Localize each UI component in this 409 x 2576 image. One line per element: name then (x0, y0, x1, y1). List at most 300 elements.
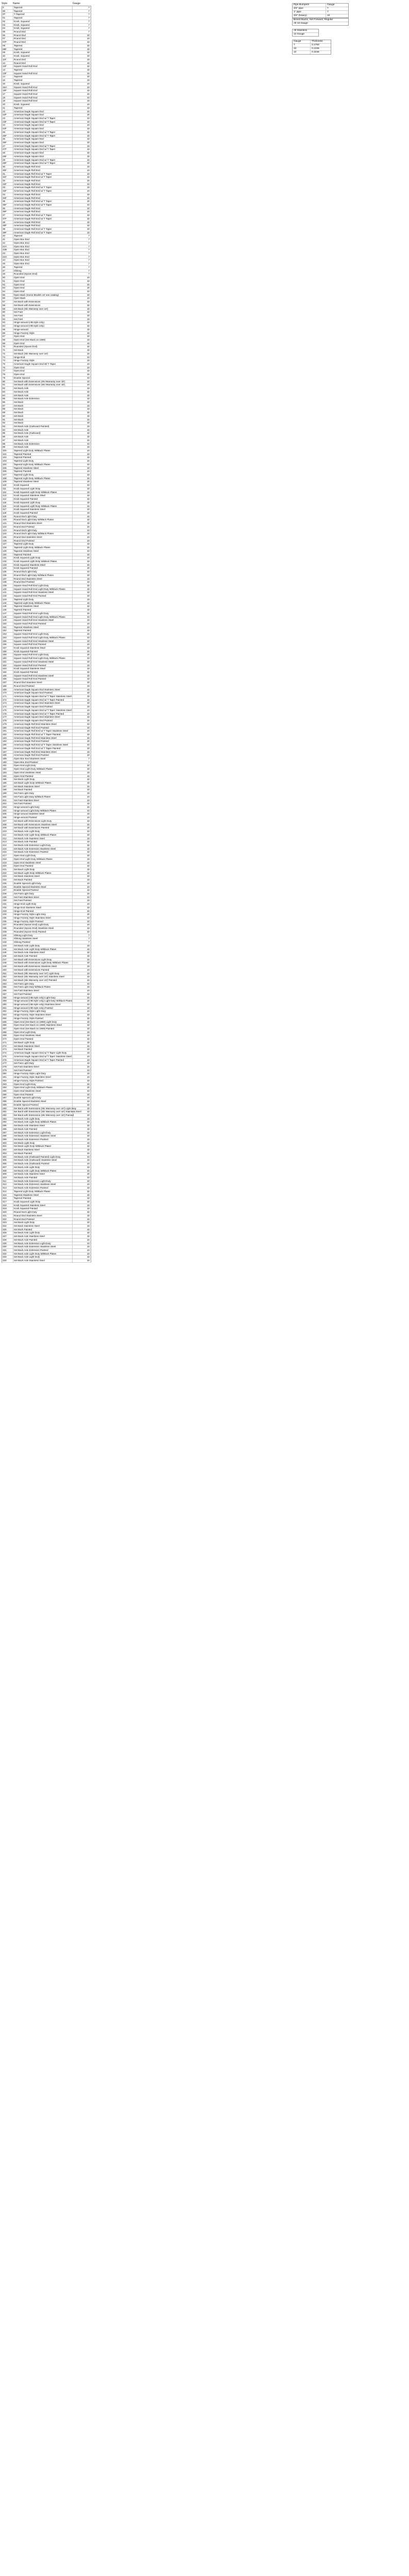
cell-name: Open End (13, 366, 73, 369)
cell-gauge: 7 (73, 238, 91, 241)
cell-style: 14 (2, 75, 13, 78)
cell-name: Open Box End (13, 238, 73, 241)
cell-style: 04 (2, 27, 13, 30)
pipe-bumpers-gauge-header: Gauge (326, 4, 348, 7)
cell-gauge: 10 (73, 297, 91, 300)
cell-name: Set Back Axle (Outboard) (13, 432, 73, 435)
cell-gauge: 10 (73, 311, 91, 314)
cell-name: American Eagle Roll End (13, 221, 73, 224)
table-row (2, 283, 91, 287)
cell-name: Set Back Axle (13, 429, 73, 432)
table-row (2, 913, 91, 917)
cell-style: 02 (2, 20, 13, 23)
cell-gauge: 10 (73, 795, 91, 799)
cell-name: Set Fast Light Duty (13, 982, 73, 986)
cell-style: 311 (2, 1180, 13, 1183)
cell-style: 279 (2, 1069, 13, 1072)
cell-gauge: 10 (73, 1225, 91, 1228)
cell-style: 144 (2, 602, 13, 605)
table-row (2, 927, 91, 930)
cell-style: 194 (2, 775, 13, 778)
cell-gauge: 10 (73, 515, 91, 518)
cell-name: Double Special Stainless Steel (13, 886, 73, 889)
table-row (2, 889, 91, 892)
cell-gauge: 10 (73, 858, 91, 861)
cell-gauge: 10 (73, 308, 91, 311)
table-row (2, 1083, 91, 1087)
cell-name: Round End (13, 62, 73, 65)
cell-name: Hinge Factory Style Light Duty (13, 1072, 73, 1075)
cell-style: 0 (2, 6, 13, 9)
table-row (2, 616, 91, 619)
cell-name: Square Hand Roll End Painted (13, 595, 73, 598)
table-row (2, 404, 91, 408)
cell-gauge: 10 (73, 1007, 91, 1010)
cell-name: T-Tapered (13, 13, 73, 16)
cell-style: 115 (2, 501, 13, 504)
cell-name: Set Back Axle Extension Stainless Steel (13, 1183, 73, 1186)
cell-name: Tapered Painted (13, 453, 73, 456)
table-row (2, 958, 91, 962)
cell-style: 21 (2, 107, 13, 110)
cell-style: 277 (2, 1062, 13, 1065)
cell-gauge: 10 (73, 501, 91, 504)
cell-gauge: 10 (73, 584, 91, 587)
cell-style: 259 (2, 999, 13, 1003)
cell-name: Set Back (13, 415, 73, 418)
cell-gauge: 10 (73, 1024, 91, 1027)
table-row (2, 304, 91, 308)
cell-style: 226 (2, 886, 13, 889)
table-row (2, 48, 91, 52)
cell-name: Hinge End Light Duty (13, 903, 73, 906)
cell-gauge: 10 (73, 179, 91, 182)
cell-gauge: 10 (73, 411, 91, 414)
cell-gauge: 10 (73, 335, 91, 338)
table-row (2, 910, 91, 913)
table-row (2, 494, 91, 498)
cell-style: 109 (2, 480, 13, 483)
table-row (2, 443, 91, 446)
cell-name: Square Hand Roll End Light Duty W/Black Plates (13, 588, 73, 591)
cell-gauge: 10 (73, 439, 91, 442)
cell-style: 10 (2, 55, 13, 58)
table-row (2, 930, 91, 934)
cell-style: 324 (2, 1225, 13, 1228)
cell-gauge: 10 (73, 432, 91, 435)
cell-gauge: 10 (73, 899, 91, 902)
cell-style: 320 (2, 1211, 13, 1214)
cell-gauge: 10 (73, 709, 91, 712)
cell-gauge: 10 (73, 972, 91, 975)
cell-name: Tapered Stainless Steel (13, 480, 73, 483)
cell-name: Hinge Factory Style Painted (13, 1079, 73, 1082)
cell-style: 69 (2, 342, 13, 345)
table-row (2, 872, 91, 875)
table-row (2, 286, 91, 290)
cell-name: American Eagle Roll End w/ T Taper (13, 231, 73, 234)
table-row (2, 159, 91, 162)
cell-name: American Eagle Square End w/ T Taper Painted (13, 699, 73, 702)
table-row (2, 383, 91, 387)
cell-gauge: 10 (73, 737, 91, 740)
cell-style: 23 (2, 117, 13, 120)
cell-name: Knob Squared Light Duty W/Black Plates (13, 491, 73, 494)
cell-style: 37F (2, 217, 13, 221)
cell-gauge: 10 (73, 65, 91, 68)
cell-gauge: 10 (73, 1166, 91, 1169)
table-row (2, 709, 91, 713)
panel-row (293, 44, 331, 47)
table-row (2, 197, 91, 200)
cell-name: Square Hand Roll End (13, 96, 73, 99)
cell-name: Square Hand Roll End (13, 86, 73, 89)
cell-style: 93 (2, 425, 13, 428)
cell-name: Round End Light Duty W/Black Plates (13, 574, 73, 577)
table-row (2, 121, 91, 124)
cell-gauge: 10 (73, 653, 91, 656)
cell-gauge: 10 (73, 522, 91, 525)
cell-style: 120 (2, 518, 13, 521)
cell-style: 243 (2, 944, 13, 947)
cell-name: Hinge Factory Style Stainless Steel (13, 917, 73, 920)
cell-style: 223 (2, 875, 13, 878)
cell-style: 167 (2, 681, 13, 684)
cell-style: 155 (2, 640, 13, 643)
cell-gauge: 10 (73, 421, 91, 425)
table-row (2, 473, 91, 477)
cell-name: Open End Painted (13, 1093, 73, 1096)
cell-name: Knob Squared Stainless Steel (13, 1204, 73, 1207)
cell-gauge: 10 (73, 809, 91, 812)
cell-style: 288 (2, 1100, 13, 1103)
cell-style: 128 (2, 546, 13, 549)
table-row (2, 207, 91, 211)
cell-name: Open Box End (13, 248, 73, 251)
cell-style: 285 (2, 1090, 13, 1093)
cell-gauge: 10 (73, 387, 91, 390)
cell-name: American Eagle Square End (13, 155, 73, 158)
table-row (2, 165, 91, 169)
cell-gauge: 10 (73, 363, 91, 366)
cell-style: 116 (2, 505, 13, 508)
cell-gauge: 10 (73, 574, 91, 577)
cell-style: 312 (2, 1183, 13, 1186)
cell-name: Set Back Axle Extension Stainless Steel (13, 1245, 73, 1248)
cell-gauge: 10 (73, 826, 91, 829)
cell-name: American Eagle Roll End w/ T Taper Stainless Steel (13, 743, 73, 747)
table-row (2, 321, 91, 325)
cell-gauge: 10 (73, 920, 91, 923)
cell-gauge: 10 (73, 775, 91, 778)
cell-style: 28 (2, 151, 13, 155)
cell-name: Tapered Light Duty W/Black Plates (13, 546, 73, 549)
cell-style: 101 (2, 453, 13, 456)
cell-name: American Eagle Roll End w/ T Taper Painted (13, 733, 73, 736)
cell-name: Knob Squared Painted (13, 567, 73, 570)
table-row (2, 941, 91, 944)
cell-style: 95 (2, 432, 13, 435)
cell-name: Open End (13, 342, 73, 345)
cell-style: 140 (2, 588, 13, 591)
cell-name: Round End Light Duty (13, 1211, 73, 1214)
cell-style: 133 (2, 564, 13, 567)
cell-name: Open End (13, 290, 73, 293)
cell-style: 56 (2, 297, 13, 300)
cell-name: American Eagle Roll End Painted (13, 740, 73, 743)
table-row (2, 723, 91, 726)
table-row (2, 667, 91, 671)
cell-name: Square Hand Roll End Light Duty (13, 612, 73, 615)
cell-style: 287 (2, 1096, 13, 1099)
table-row (2, 221, 91, 225)
cell-gauge: 10 (73, 366, 91, 369)
table-row (2, 335, 91, 338)
table-row (2, 671, 91, 674)
cell-style: 39F (2, 231, 13, 234)
cell-name: Set Back Axle Extension Light Duty (13, 1180, 73, 1183)
table-row (2, 421, 91, 425)
cell-name: Tapered (13, 16, 73, 20)
cell-style: 244 (2, 948, 13, 951)
cell-gauge: 10 (73, 719, 91, 722)
cell-gauge: 10 (73, 193, 91, 196)
table-row (2, 840, 91, 844)
cell-gauge: 10 (73, 487, 91, 490)
cell-style: 26 (2, 138, 13, 141)
cell-style: 313 (2, 1187, 13, 1190)
cell-gauge: 10 (73, 314, 91, 317)
cell-name: Double Special Light Duty (13, 1096, 73, 1099)
cell-style: 219 (2, 861, 13, 865)
table-row (2, 176, 91, 179)
cell-gauge: 10 (73, 69, 91, 72)
cell-name: American Eagle Square End (13, 124, 73, 127)
cell-name: Tapered Painted (13, 608, 73, 612)
cell-style: 05 (2, 30, 13, 33)
cell-style: 281 (2, 1076, 13, 1079)
cell-style: 66 (2, 332, 13, 335)
table-row (2, 761, 91, 765)
cell-name: American Eagle Roll End (13, 210, 73, 213)
cell-gauge: 10 (73, 906, 91, 909)
cell-gauge: 10 (73, 726, 91, 730)
cell-name: Round End (13, 34, 73, 37)
cell-name: American Eagle Square End w/ T Taper (13, 121, 73, 124)
cell-gauge: 7 (73, 10, 91, 13)
table-row (2, 1142, 91, 1145)
panel-row (293, 14, 348, 18)
table-row (2, 103, 91, 107)
cell-gauge: 10 (73, 851, 91, 854)
cell-name: Rounded (Spoon End) (13, 345, 73, 348)
cell-name: Set Back Axle Painted (13, 840, 73, 843)
table-row (2, 155, 91, 159)
cell-name: Rounded (Spoon End) (13, 273, 73, 276)
cell-style: 254 (2, 982, 13, 986)
cell-style: 12 (2, 62, 13, 65)
cell-style: 107 (2, 473, 13, 477)
cell-style: 26F (2, 141, 13, 144)
cell-name: Square Hand Roll End Light Duty W/Black Plates (13, 657, 73, 660)
table-row (2, 1121, 91, 1124)
cell-gauge: 10 (73, 896, 91, 899)
cell-style: 86 (2, 401, 13, 404)
panel-cell: 7 (326, 11, 348, 14)
table-row (2, 470, 91, 473)
cell-style: 215 (2, 848, 13, 851)
cell-gauge: 10 (73, 691, 91, 694)
cell-gauge: 7 (73, 273, 91, 276)
cell-name: American Eagle Roll End (13, 193, 73, 196)
cell-gauge: 10 (73, 356, 91, 359)
table-row (2, 1183, 91, 1187)
table-row (2, 369, 91, 373)
cell-name: Set Back Axle Light Duty (13, 830, 73, 833)
cell-name: Rounded (Spoon End) Painted (13, 930, 73, 934)
table-row (2, 685, 91, 688)
cell-style: 42A (2, 245, 13, 248)
cell-name: Hinge Factory Style Light Duty (13, 1010, 73, 1013)
cell-gauge: 10 (73, 1031, 91, 1034)
cell-name: Set Back Stainless Steel (13, 1045, 73, 1048)
cell-style: 44 (2, 259, 13, 262)
cell-gauge: 10 (73, 996, 91, 999)
table-row (2, 204, 91, 207)
cell-gauge: 10 (73, 159, 91, 162)
cell-style: 34F (2, 197, 13, 200)
cell-style: 293 (2, 1117, 13, 1121)
cell-name: American Eagle Square End w/ T Taper (13, 131, 73, 134)
cell-style: 163 (2, 667, 13, 670)
cell-name: Square Hand Roll End Light Duty W/Black Plates (13, 636, 73, 639)
cell-name: Set Fast Painted (13, 993, 73, 996)
cell-gauge: 10 (73, 1003, 91, 1006)
cell-style: 135 (2, 570, 13, 573)
cell-gauge: 10 (73, 1052, 91, 1055)
cell-name: Set Back Stainless Steel (13, 875, 73, 878)
cell-gauge: 10 (73, 391, 91, 394)
table-row (2, 1211, 91, 1214)
cell-style: 257 (2, 993, 13, 996)
table-row (2, 338, 91, 342)
cell-name: American Eagle Square End w/ T Taper Painted (13, 713, 73, 716)
cell-name: Tapered (13, 234, 73, 238)
cell-name: Round End Painted (13, 581, 73, 584)
cell-style: 121 (2, 522, 13, 525)
cell-style: 22 (2, 110, 13, 113)
cell-style: 149 (2, 619, 13, 622)
table-row (2, 677, 91, 681)
cell-style: 31F (2, 176, 13, 179)
cell-gauge: 10 (73, 595, 91, 598)
cell-gauge: 10 (73, 1194, 91, 1197)
cell-style: 333 (2, 1256, 13, 1259)
table-row (2, 650, 91, 654)
cell-gauge: 10 (73, 626, 91, 629)
cell-style: 187 (2, 751, 13, 754)
cell-gauge: 10 (73, 1156, 91, 1159)
cell-name: American Eagle Roll End Painted (13, 726, 73, 730)
cell-gauge: 10 (73, 948, 91, 951)
cell-gauge: 10 (73, 1245, 91, 1248)
cell-style: 232 (2, 906, 13, 909)
cell-gauge: 10 (73, 660, 91, 664)
table-row (2, 529, 91, 533)
table-row (2, 300, 91, 304)
cell-style: 82 (2, 387, 13, 390)
cell-name: Knob Squared (13, 484, 73, 487)
cell-style: 41 (2, 238, 13, 241)
cell-name: American Eagle Roll End w/ T Taper Painted (13, 747, 73, 750)
cell-gauge: 10 (73, 677, 91, 681)
cell-style: 307 (2, 1166, 13, 1169)
cell-name: Set Back with Extensions (13, 304, 73, 307)
cell-style: 98 (2, 443, 13, 446)
table-row (2, 1156, 91, 1159)
cell-gauge: 10 (73, 570, 91, 573)
cell-style: 327 (2, 1235, 13, 1238)
cell-name: Open End Painted (13, 775, 73, 778)
cell-gauge: 10 (73, 58, 91, 61)
cell-name: Knob Squared Light Duty (13, 487, 73, 490)
cell-style: 176 (2, 713, 13, 716)
cell-gauge: 10 (73, 671, 91, 674)
cell-style: 08 (2, 44, 13, 47)
thickness-value-header: Thickness (310, 40, 331, 43)
table-row (2, 290, 91, 294)
cell-name: Set Back Axle (13, 446, 73, 449)
cell-style: 97 (2, 439, 13, 442)
cell-style: 211 (2, 834, 13, 837)
cell-style: 70 (2, 345, 13, 348)
cell-gauge: 10 (73, 688, 91, 691)
table-row (2, 1104, 91, 1107)
cell-style: 123 (2, 529, 13, 532)
table-row (2, 1252, 91, 1256)
cell-gauge: 10 (73, 844, 91, 847)
table-row (2, 1231, 91, 1235)
table-row (2, 578, 91, 581)
table-row (2, 173, 91, 176)
table-row (2, 318, 91, 321)
table-row (2, 294, 91, 297)
cell-gauge: 10 (73, 86, 91, 89)
cell-name: Knob Squared Stainless Steel (13, 647, 73, 650)
cell-style: 34 (2, 193, 13, 196)
cell-gauge: 10 (73, 1069, 91, 1072)
cell-style: 35F (2, 204, 13, 207)
cell-style: 201 (2, 799, 13, 802)
cell-name: Open End (13, 373, 73, 376)
cell-name: American Eagle Square End w/ T Taper (13, 117, 73, 120)
cell-gauge: 10 (73, 463, 91, 466)
cell-name: Set Fast Stainless Steel (13, 1065, 73, 1069)
cell-gauge: 10 (73, 1121, 91, 1124)
table-row (2, 377, 91, 380)
cell-name: Set Back Painted (13, 1228, 73, 1231)
cell-gauge: 10 (73, 325, 91, 328)
cell-gauge: 10 (73, 1134, 91, 1138)
table-row (2, 380, 91, 384)
cell-style: 102 (2, 456, 13, 459)
cell-name: Oblong (13, 269, 73, 273)
cell-gauge: 10 (73, 861, 91, 865)
table-row (2, 16, 91, 20)
cell-gauge: 10 (73, 214, 91, 217)
cell-name: Set Fast (13, 314, 73, 317)
cell-gauge: 10 (73, 771, 91, 774)
